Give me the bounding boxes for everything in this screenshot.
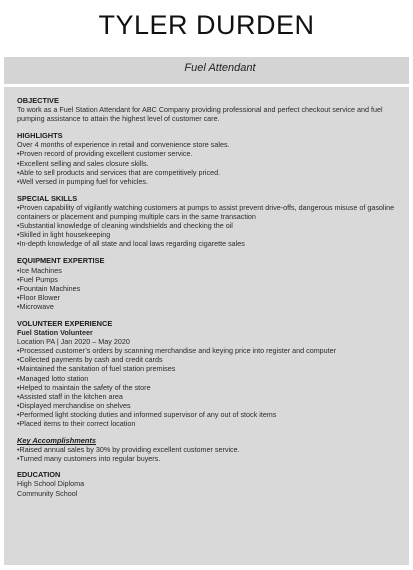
special-skills-heading: SPECIAL SKILLS xyxy=(17,193,78,203)
list-item: •Performed light stocking duties and informed supervisor of any out of stock items xyxy=(17,409,277,419)
list-item: •Skilled in light housekeeping xyxy=(17,230,111,240)
accomplishments-heading: Key Accomplishments xyxy=(17,436,96,446)
objective-text: To work as a Fuel Station Attendant for ABC Company providing professional and perfect checkout service and fuel pumping assistance to attain the highest level of customer care. xyxy=(17,105,383,124)
list-item: •Able to sell products and services that are competitively priced. xyxy=(17,167,221,177)
list-item: •Assisted staff in the kitchen area xyxy=(17,391,123,401)
list-item: •Proven capability of vigilantly watching customers at pumps to assist prevent drive-offs, dangerous misuse of gasoline containers or placement and pumping multiple cars in the same transaction xyxy=(17,202,395,222)
highlights-heading: HIGHLIGHTS xyxy=(17,131,63,141)
list-item: High School Diploma xyxy=(17,479,85,489)
candidate-name: TYLER DURDEN xyxy=(98,10,315,40)
list-item: •In-depth knowledge of all state and local laws regarding cigarette sales xyxy=(17,239,245,249)
list-item: •Maintained the sanitation of fuel station premises xyxy=(17,364,176,374)
list-item: •Helped to maintain the safety of the store xyxy=(17,382,151,392)
equipment-section xyxy=(17,256,405,311)
list-item: •Excellent selling and sales closure skills. xyxy=(17,158,149,168)
list-item: •Placed items to their correct location xyxy=(17,419,136,428)
volunteer-section xyxy=(17,319,405,428)
volunteer-meta: Location PA | Jan 2020 – May 2020 xyxy=(17,337,130,347)
list-item: •Displayed merchandise on shelves xyxy=(17,400,131,410)
equipment-heading: EQUIPMENT EXPERTISE xyxy=(17,256,105,266)
list-item: •Turned many customers into regular buyers. xyxy=(17,454,161,464)
list-item: •Fuel Pumps xyxy=(17,274,58,284)
list-item: •Floor Blower xyxy=(17,292,60,302)
list-item: •Managed lotto station xyxy=(17,373,89,383)
resume-content xyxy=(17,96,405,506)
list-item: •Ice Machines xyxy=(17,265,62,275)
list-item: •Fountain Machines xyxy=(17,283,81,293)
list-item: •Well versed in pumping fuel for vehicles. xyxy=(17,176,149,186)
volunteer-heading: VOLUNTEER EXPERIENCE xyxy=(17,318,113,328)
list-item: Over 4 months of experience in retail and convenience store sales. xyxy=(17,140,230,150)
list-item: •Microwave xyxy=(17,301,54,311)
education-section xyxy=(17,470,405,497)
accomplishments-section xyxy=(17,436,405,463)
list-item: •Proven record of providing excellent customer service. xyxy=(17,149,193,159)
volunteer-role: Fuel Station Volunteer xyxy=(17,328,93,338)
objective-heading: OBJECTIVE xyxy=(17,96,59,105)
objective-section xyxy=(17,96,405,123)
list-item: •Collected payments by cash and credit cards xyxy=(17,355,163,365)
list-item: Community School xyxy=(17,488,78,498)
list-item: •Processed customer’s orders by scanning merchandise and keying price into register and computer xyxy=(17,346,337,356)
list-item: •Raised annual sales by 30% by providing excellent customer service. xyxy=(17,445,240,455)
education-heading: EDUCATION xyxy=(17,470,61,480)
highlights-section xyxy=(17,131,405,186)
job-title: Fuel Attendant xyxy=(184,62,256,74)
list-item: •Substantial knowledge of cleaning windshields and checking the oil xyxy=(17,221,233,231)
special-skills-section xyxy=(17,194,405,249)
